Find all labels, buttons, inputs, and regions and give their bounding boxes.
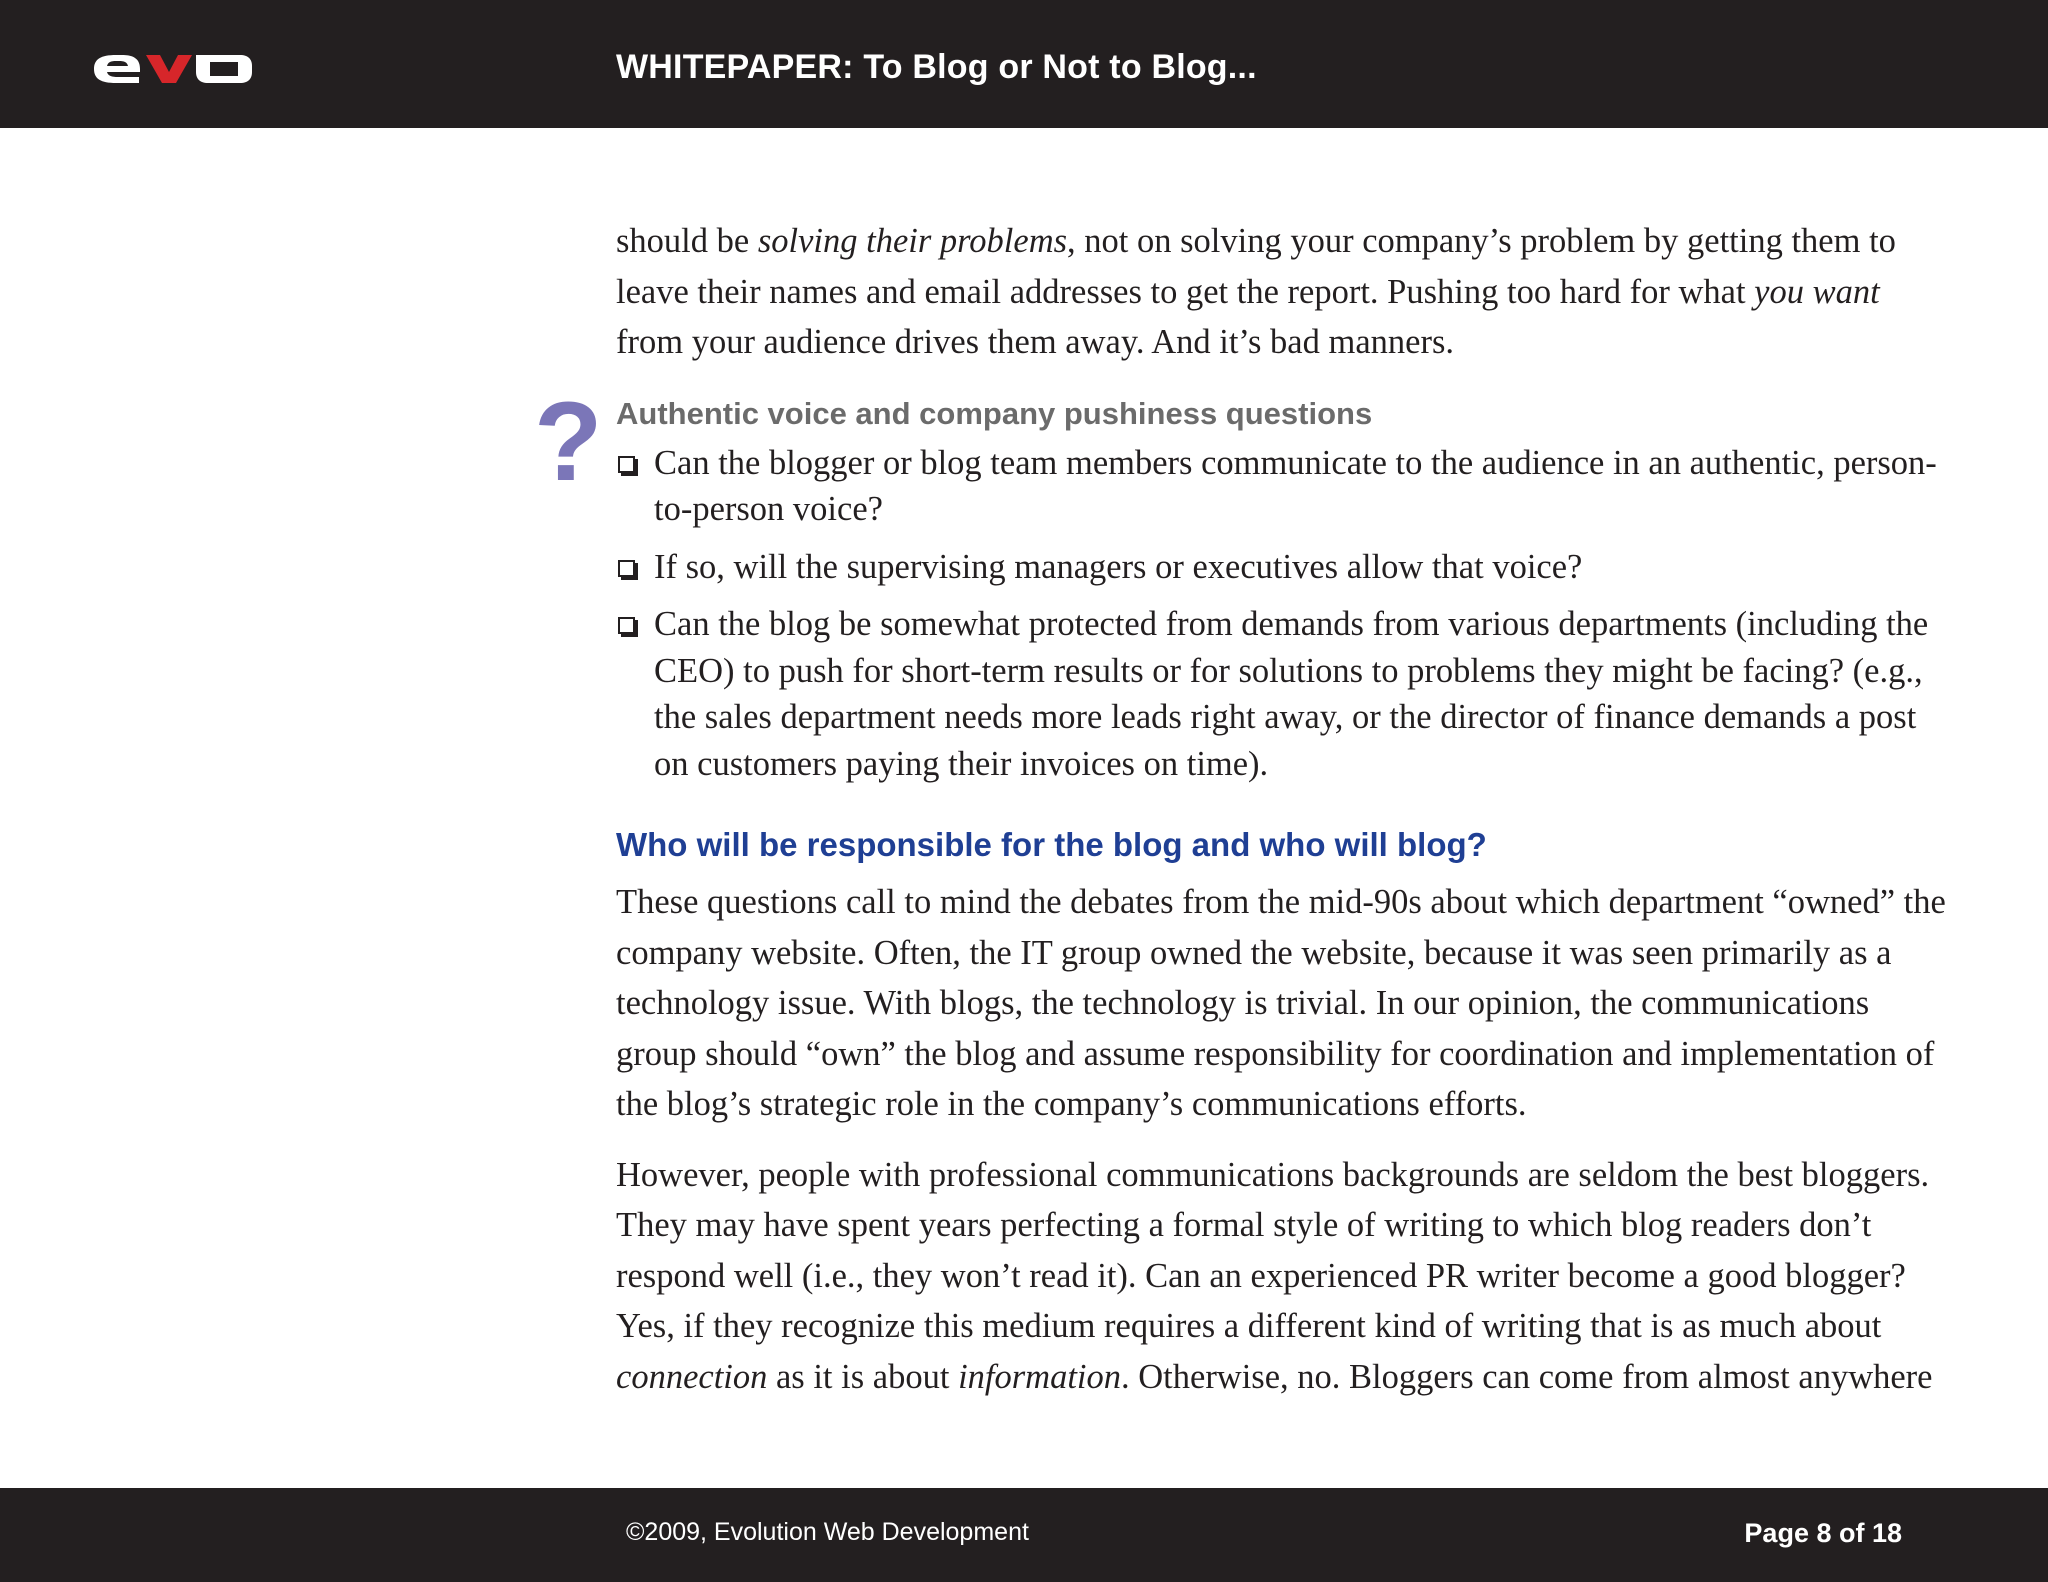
checklist-item: Can the blogger or blog team members communicate to the audience in an authentic, person-to-person voice?: [616, 440, 1946, 533]
page-content: [534, 216, 1946, 1422]
document-title: WHITEPAPER: To Blog or Not to Blog...: [616, 48, 1257, 86]
section-heading: Who will be responsible for the blog and who will blog?: [616, 826, 1487, 863]
footer-bar: [0, 1488, 2048, 1582]
page-number: Page 8 of 18: [1744, 1518, 1902, 1548]
evo-logo: [92, 52, 254, 86]
questions-heading: Authentic voice and company pushiness questions: [616, 395, 1373, 431]
checkbox-icon: [618, 560, 635, 577]
section-paragraph-1: These questions call to mind the debates from the mid-90s about which department “owned” the company website. Often, the IT group owned the website, because it was seen primarily as a technology issue. With blogs, the technology is trivial. In our opinion, the communications group should “own” the blog and assume responsibility for coordination and implementation of the blog’s strategic role in the company’s communications efforts.: [616, 883, 1946, 1123]
checkbox-icon: [618, 456, 635, 473]
intro-paragraph: should be solving their problems, not on solving your company’s problem by getting them to leave their names and email addresses to get the report. Pushing too hard for what you want from your audience drives them away. And it’s bad manners.: [616, 222, 1896, 361]
questions-section: [534, 378, 1946, 788]
checklist-item: If so, will the supervising managers or executives allow that voice?: [616, 544, 1946, 591]
copyright-text: ©2009, Evolution Web Development: [626, 1518, 1029, 1546]
section-paragraph-2: However, people with professional communications backgrounds are seldom the best bloggers. They may have spent years perfecting a formal style of writing to which blog readers don’t respond well (i.e., they won’t read it). Can an experienced PR writer become a good blogger? Yes, if they recognize this medium requires a different kind of writing that is as much about connection as it is about information. Otherwise, no. Bloggers can come from almost anywhere: [616, 1155, 1933, 1396]
checkbox-icon: [618, 617, 635, 634]
header-bar: [0, 0, 2048, 128]
question-mark-icon: ?: [534, 378, 603, 504]
checklist-item: Can the blog be somewhat protected from demands from various departments (including the CEO) to push for short-term results or for solutions to problems they might be facing? (e.g., the sales department needs more leads right away, or the director of finance demands a post on customers paying their invoices on time).: [616, 601, 1946, 787]
